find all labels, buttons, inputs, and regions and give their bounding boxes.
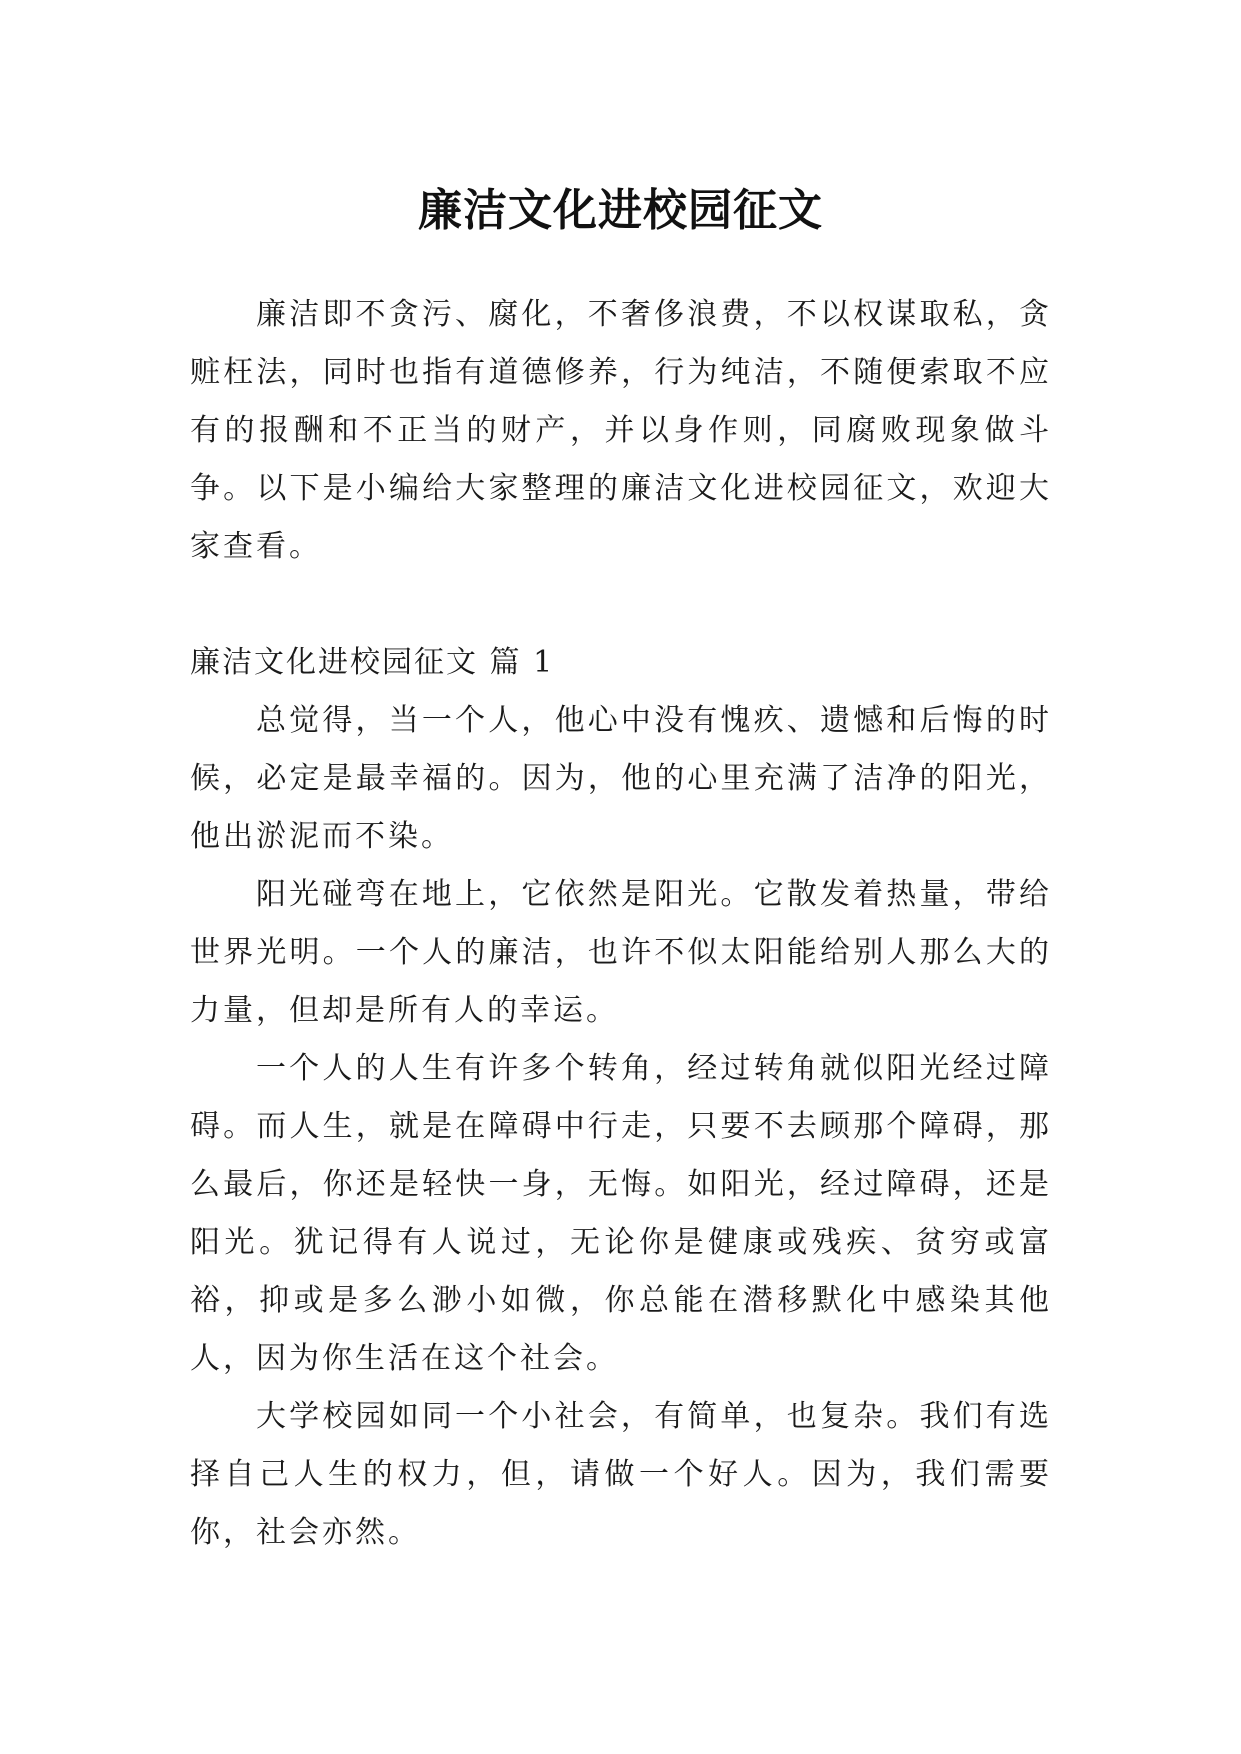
body-paragraph: 阳光碰弯在地上，它依然是阳光。它散发着热量，带给世界光明。一个人的廉洁，也许不似太阳能给别人那么大的力量，但却是所有人的幸运。 <box>190 877 1052 1028</box>
intro-paragraph: 廉洁即不贪污、腐化，不奢侈浪费，不以权谋取私，贪赃枉法，同时也指有道德修养，行为纯洁，不随便索取不应有的报酬和不正当的财产，并以身作则，同腐败现象做斗争。以下是小编给大家整理的廉洁文化进校园征文，欢迎大家查看。 <box>190 297 1052 564</box>
body-paragraph: 总觉得，当一个人，他心中没有愧疚、遗憾和后悔的时候，必定是最幸福的。因为，他的心里充满了洁净的阳光，他出淤泥而不染。 <box>190 703 1052 854</box>
document-body <box>190 286 1052 1562</box>
section-heading: 廉洁文化进校园征文 篇 1 <box>190 645 555 680</box>
document-title: 廉洁文化进校园征文 <box>418 185 823 237</box>
body-paragraph: 一个人的人生有许多个转角，经过转角就似阳光经过障碍。而人生，就是在障碍中行走，只要不去顾那个障碍，那么最后，你还是轻快一身，无悔。如阳光，经过障碍，还是阳光。犹记得有人说过，无论你是健康或残疾、贫穷或富裕，抑或是多么渺小如微，你总能在潜移默化中感染其他人，因为你生活在这个社会。 <box>190 1051 1052 1376</box>
body-paragraph: 大学校园如同一个小社会，有简单，也复杂。我们有选择自己人生的权力，但，请做一个好人。因为，我们需要你，社会亦然。 <box>190 1399 1052 1550</box>
